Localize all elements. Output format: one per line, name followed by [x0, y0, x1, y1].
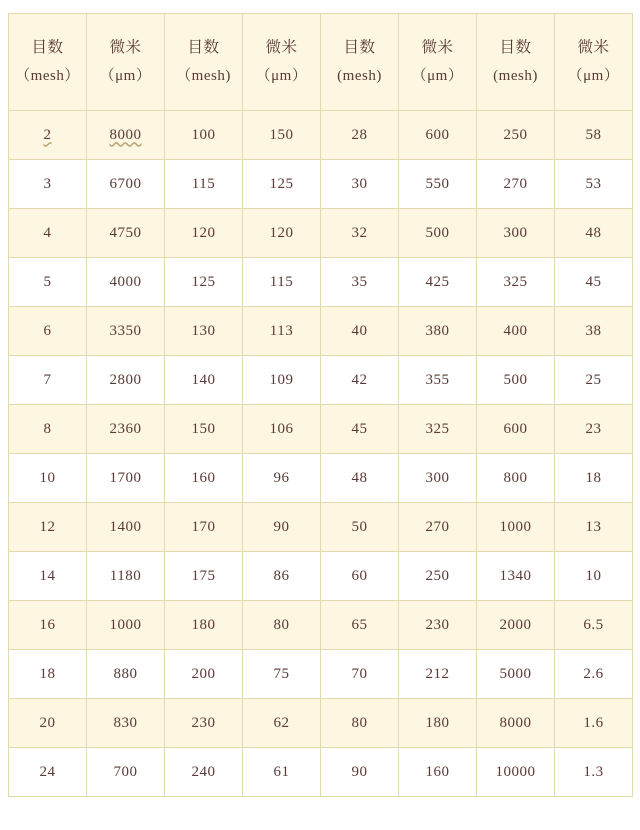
- table-cell: 1700: [87, 454, 165, 503]
- table-cell: 8000: [477, 699, 555, 748]
- table-cell: 8: [9, 405, 87, 454]
- column-header-title: 目数: [499, 39, 532, 57]
- column-header-title: 目数: [187, 39, 220, 57]
- column-header-title: 目数: [31, 39, 64, 57]
- table-cell: 130: [165, 307, 243, 356]
- table-cell: 70: [321, 650, 399, 699]
- table-cell: 2360: [87, 405, 165, 454]
- table-cell: 270: [399, 503, 477, 552]
- table-cell: 4000: [87, 258, 165, 307]
- table-cell: 3: [9, 160, 87, 209]
- table-cell: 100: [165, 111, 243, 160]
- column-header-unit: (mesh): [493, 68, 538, 85]
- table-cell: 150: [243, 111, 321, 160]
- table-cell: 4750: [87, 209, 165, 258]
- table-cell: 86: [243, 552, 321, 601]
- table-cell: 6700: [87, 160, 165, 209]
- table-cell: 38: [555, 307, 633, 356]
- table-cell: 500: [399, 209, 477, 258]
- table-header: [9, 14, 633, 111]
- column-header-title: 微米: [421, 39, 454, 57]
- table-cell: 700: [87, 748, 165, 797]
- table-cell: 12: [9, 503, 87, 552]
- table-row: [9, 160, 633, 209]
- table-cell: 2000: [477, 601, 555, 650]
- table-cell: 800: [477, 454, 555, 503]
- table-cell: 25: [555, 356, 633, 405]
- column-header-unit: (mesh): [337, 68, 382, 85]
- table-cell: 500: [477, 356, 555, 405]
- table-cell: 42: [321, 356, 399, 405]
- table-cell: 120: [165, 209, 243, 258]
- table-cell: 120: [243, 209, 321, 258]
- table-cell: 180: [399, 699, 477, 748]
- table-cell: 106: [243, 405, 321, 454]
- table-cell: 115: [243, 258, 321, 307]
- table-row: [9, 650, 633, 699]
- table-cell: 10: [555, 552, 633, 601]
- table-cell: 250: [477, 111, 555, 160]
- table-cell: 125: [165, 258, 243, 307]
- table-cell: 28: [321, 111, 399, 160]
- table-cell: 125: [243, 160, 321, 209]
- table-cell: 880: [87, 650, 165, 699]
- table-cell: 300: [399, 454, 477, 503]
- table-cell: 90: [243, 503, 321, 552]
- table-row: [9, 111, 633, 160]
- table-cell: 830: [87, 699, 165, 748]
- column-header-1: [9, 14, 87, 111]
- table-cell: 115: [165, 160, 243, 209]
- table-cell: 7: [9, 356, 87, 405]
- table-row: [9, 601, 633, 650]
- table-cell: 90: [321, 748, 399, 797]
- table-cell: 14: [9, 552, 87, 601]
- table-cell: 600: [477, 405, 555, 454]
- table-cell: 550: [399, 160, 477, 209]
- mesh-to-micron-table: [8, 13, 633, 797]
- table-row: [9, 748, 633, 797]
- table-cell: 200: [165, 650, 243, 699]
- column-header-unit: （μm）: [255, 68, 308, 85]
- table-cell: 6: [9, 307, 87, 356]
- table-cell: 355: [399, 356, 477, 405]
- table-cell: 24: [9, 748, 87, 797]
- table-cell: 53: [555, 160, 633, 209]
- table-cell: 300: [477, 209, 555, 258]
- table-cell: 20: [9, 699, 87, 748]
- table-cell: 80: [243, 601, 321, 650]
- column-header-title: 目数: [343, 39, 376, 57]
- table-cell: 45: [321, 405, 399, 454]
- table-cell: 240: [165, 748, 243, 797]
- table-cell: 80: [321, 699, 399, 748]
- table-cell: 35: [321, 258, 399, 307]
- column-header-unit: （μm）: [411, 68, 464, 85]
- table-cell: 40: [321, 307, 399, 356]
- table-cell: 60: [321, 552, 399, 601]
- table-cell: 1.6: [555, 699, 633, 748]
- table-cell: 62: [243, 699, 321, 748]
- column-header-6: [399, 14, 477, 111]
- table-cell: 170: [165, 503, 243, 552]
- table-cell: 1400: [87, 503, 165, 552]
- table-cell: 3350: [87, 307, 165, 356]
- table-cell: 425: [399, 258, 477, 307]
- table-cell: 1180: [87, 552, 165, 601]
- table-cell: 58: [555, 111, 633, 160]
- table-cell: 48: [321, 454, 399, 503]
- column-header-unit: （μm）: [567, 68, 620, 85]
- table-cell: 109: [243, 356, 321, 405]
- column-header-7: [477, 14, 555, 111]
- table-cell: 5: [9, 258, 87, 307]
- table-cell: 18: [555, 454, 633, 503]
- table-row: [9, 209, 633, 258]
- table-row: [9, 699, 633, 748]
- table-cell: 45: [555, 258, 633, 307]
- table-cell: 270: [477, 160, 555, 209]
- table-cell: 5000: [477, 650, 555, 699]
- column-header-5: [321, 14, 399, 111]
- table-row: [9, 405, 633, 454]
- table-cell: 325: [399, 405, 477, 454]
- table-cell: 10000: [477, 748, 555, 797]
- table-cell: 140: [165, 356, 243, 405]
- table-cell: 96: [243, 454, 321, 503]
- column-header-unit: （mesh）: [15, 68, 80, 85]
- table-cell: 2: [9, 111, 87, 160]
- table-cell: 250: [399, 552, 477, 601]
- column-header-title: 微米: [265, 39, 298, 57]
- table-row: [9, 258, 633, 307]
- table-cell: 4: [9, 209, 87, 258]
- table-cell: 325: [477, 258, 555, 307]
- table-cell: 6.5: [555, 601, 633, 650]
- table-cell: 175: [165, 552, 243, 601]
- table-row: [9, 503, 633, 552]
- table-cell: 1340: [477, 552, 555, 601]
- table-cell: 230: [399, 601, 477, 650]
- table-cell: 180: [165, 601, 243, 650]
- table-cell: 65: [321, 601, 399, 650]
- column-header-4: [243, 14, 321, 111]
- table-cell: 113: [243, 307, 321, 356]
- table-cell: 32: [321, 209, 399, 258]
- column-header-unit: （mesh): [176, 68, 231, 85]
- table-cell: 8000: [87, 111, 165, 160]
- table-cell: 23: [555, 405, 633, 454]
- table-cell: 1.3: [555, 748, 633, 797]
- table-cell: 160: [165, 454, 243, 503]
- table-cell: 75: [243, 650, 321, 699]
- table-body: [9, 111, 633, 797]
- table-cell: 1000: [477, 503, 555, 552]
- table-row: [9, 454, 633, 503]
- column-header-title: 微米: [109, 39, 142, 57]
- table-cell: 30: [321, 160, 399, 209]
- table-cell: 2800: [87, 356, 165, 405]
- table-cell: 150: [165, 405, 243, 454]
- table-cell: 600: [399, 111, 477, 160]
- table-cell: 1000: [87, 601, 165, 650]
- table-cell: 380: [399, 307, 477, 356]
- header-row: [9, 14, 633, 111]
- table-cell: 61: [243, 748, 321, 797]
- column-header-3: [165, 14, 243, 111]
- table-row: [9, 356, 633, 405]
- table-cell: 212: [399, 650, 477, 699]
- column-header-2: [87, 14, 165, 111]
- table-cell: 48: [555, 209, 633, 258]
- table-cell: 2.6: [555, 650, 633, 699]
- table-cell: 10: [9, 454, 87, 503]
- table-cell: 50: [321, 503, 399, 552]
- table-row: [9, 307, 633, 356]
- column-header-title: 微米: [577, 39, 610, 57]
- table-cell: 16: [9, 601, 87, 650]
- column-header-unit: （μm）: [99, 68, 152, 85]
- table-cell: 160: [399, 748, 477, 797]
- table-row: [9, 552, 633, 601]
- table-cell: 230: [165, 699, 243, 748]
- column-header-8: [555, 14, 633, 111]
- table-cell: 13: [555, 503, 633, 552]
- table-cell: 400: [477, 307, 555, 356]
- table-cell: 18: [9, 650, 87, 699]
